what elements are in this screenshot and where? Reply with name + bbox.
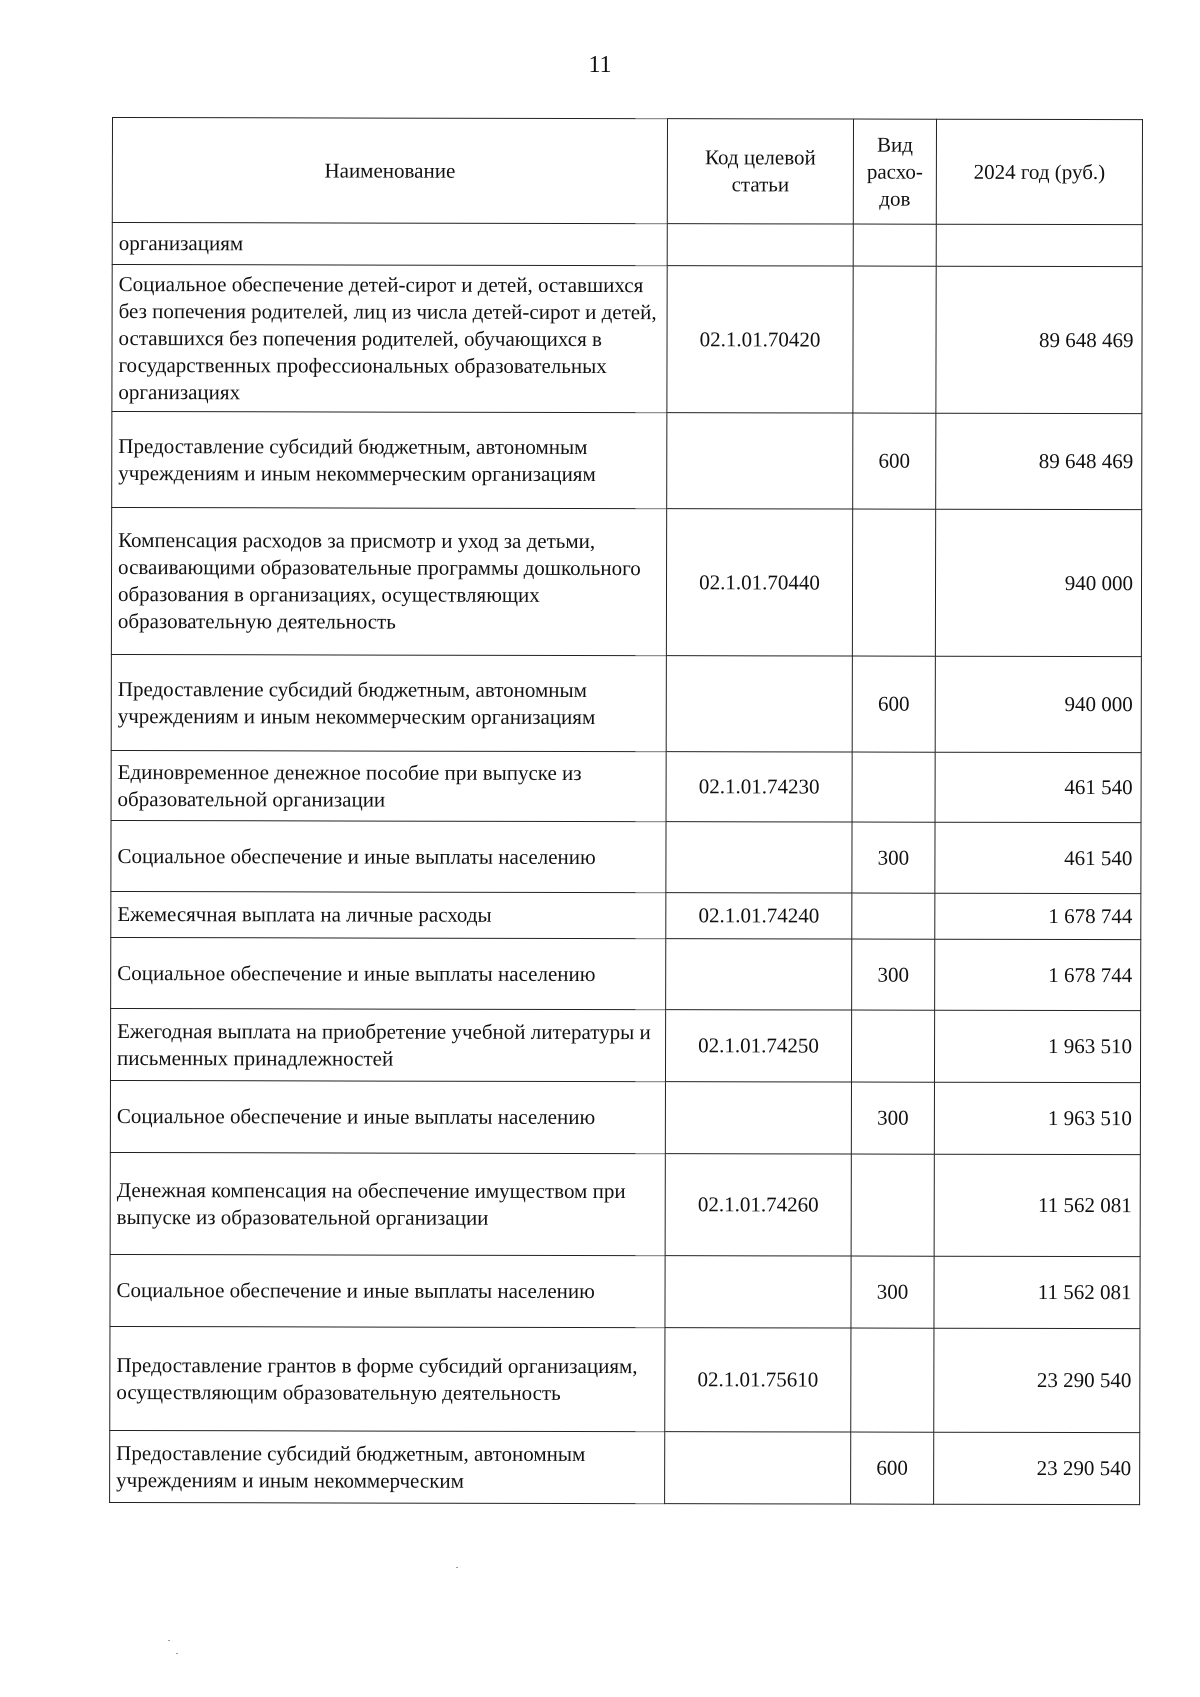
- row-type: [852, 893, 935, 939]
- header-type: Вид расхо-дов: [853, 119, 936, 224]
- row-type: 300: [852, 822, 935, 893]
- row-type: [852, 752, 935, 822]
- row-code: [667, 224, 853, 266]
- row-type: 300: [851, 1256, 934, 1328]
- row-sum: 940 000: [935, 656, 1141, 752]
- row-code: 02.1.01.74250: [665, 1010, 851, 1082]
- table-row: [112, 223, 1142, 267]
- header-name: Наименование: [112, 118, 667, 224]
- row-sum: 1 963 510: [934, 1082, 1140, 1154]
- row-type: 300: [852, 939, 935, 1010]
- row-sum: 461 540: [935, 822, 1141, 893]
- row-name: Социальное обеспечение и иные выплаты населению: [111, 937, 666, 1009]
- row-code: [666, 939, 852, 1010]
- row-type: [851, 1154, 934, 1256]
- budget-table: [109, 117, 1143, 1505]
- table-row: [111, 654, 1141, 752]
- row-name: Ежемесячная выплата на личные расходы: [111, 891, 666, 938]
- header-code: Код целевой статьи: [667, 119, 853, 224]
- row-sum: 23 290 540: [934, 1432, 1140, 1504]
- row-sum: 11 562 081: [934, 1256, 1140, 1328]
- row-sum: 1 678 744: [935, 939, 1141, 1010]
- row-name: Ежегодная выплата на приобретение учебной литературы и письменных принадлежностей: [110, 1008, 665, 1081]
- row-name: Единовременное денежное пособие при выпуске из образовательной организации: [111, 750, 666, 821]
- table-row: [111, 750, 1141, 822]
- table-row: [110, 1430, 1140, 1504]
- table-row: [112, 265, 1142, 414]
- row-name: Предоставление субсидий бюджетным, автономным учреждениям и иным некоммерческим организациям: [112, 412, 667, 509]
- row-code: [666, 822, 852, 893]
- row-name: Предоставление субсидий бюджетным, автономным учреждениям и иным некоммерческим организациям: [111, 654, 666, 751]
- row-sum: 89 648 469: [936, 413, 1142, 509]
- row-sum: 23 290 540: [934, 1328, 1140, 1432]
- table-row: [111, 508, 1141, 657]
- row-name: Социальное обеспечение детей-сирот и детей, оставшихся без попечения родителей, лиц из числа детей-сирот и детей, оставшихся без попечения родителей, обучающихся в государственных профессиональных образовательных организациях: [112, 265, 667, 413]
- row-type: [851, 1328, 934, 1432]
- page-number: 11: [588, 52, 612, 78]
- table-row: [110, 1080, 1140, 1154]
- row-code: [665, 1256, 851, 1328]
- row-code: [666, 656, 852, 752]
- row-type: 300: [851, 1082, 934, 1154]
- row-code: 02.1.01.74260: [665, 1154, 851, 1256]
- row-sum: 89 648 469: [936, 266, 1142, 413]
- table-row: [110, 1254, 1140, 1328]
- row-code: [667, 413, 853, 509]
- row-name: Денежная компенсация на обеспечение имуществом при выпуске из образовательной организации: [110, 1152, 665, 1255]
- row-name: Предоставление субсидий бюджетным, автономным учреждениям и иным некоммерческим: [110, 1430, 665, 1503]
- row-type: [852, 509, 935, 656]
- table-row: [110, 1152, 1140, 1256]
- scan-speck: [168, 1640, 170, 1641]
- row-sum: [936, 224, 1142, 266]
- scan-speck: [456, 1567, 458, 1568]
- row-name: организациям: [112, 223, 667, 266]
- row-name: Социальное обеспечение и иные выплаты населению: [111, 820, 666, 892]
- row-type: [853, 266, 936, 413]
- table-row: [111, 820, 1141, 893]
- row-code: [665, 1082, 851, 1154]
- row-sum: 1 678 744: [935, 893, 1141, 939]
- row-sum: 11 562 081: [934, 1154, 1140, 1256]
- row-code: 02.1.01.74230: [666, 752, 852, 822]
- row-sum: 461 540: [935, 752, 1141, 822]
- row-type: [851, 1010, 934, 1082]
- row-name: Предоставление грантов в форме субсидий организациям, осуществляющим образовательную деятельность: [110, 1326, 665, 1431]
- row-type: 600: [852, 656, 935, 752]
- table-row: [111, 937, 1141, 1010]
- row-code: 02.1.01.74240: [666, 893, 852, 939]
- table-row: [112, 412, 1142, 510]
- table-row: [110, 1326, 1140, 1432]
- table-row: [111, 891, 1141, 939]
- row-code: 02.1.01.70420: [667, 266, 853, 413]
- table-header-row: [112, 118, 1142, 225]
- row-name: Социальное обеспечение и иные выплаты населению: [110, 1254, 665, 1327]
- row-sum: 940 000: [935, 509, 1141, 656]
- table-row: [110, 1008, 1140, 1082]
- row-name: Социальное обеспечение и иные выплаты населению: [110, 1080, 665, 1153]
- row-sum: 1 963 510: [934, 1010, 1140, 1082]
- row-code: 02.1.01.70440: [666, 509, 852, 656]
- row-type: 600: [851, 1432, 934, 1504]
- row-code: 02.1.01.75610: [665, 1328, 851, 1432]
- row-code: [665, 1432, 851, 1504]
- row-type: [853, 224, 936, 266]
- row-name: Компенсация расходов за присмотр и уход за детьми, осваивающими образовательные программы дошкольного образования в организациях, осуществляющих образовательную деятельность: [111, 508, 666, 656]
- scan-speck: [176, 1653, 178, 1654]
- row-type: 600: [853, 413, 936, 509]
- header-sum: 2024 год (руб.): [936, 119, 1142, 224]
